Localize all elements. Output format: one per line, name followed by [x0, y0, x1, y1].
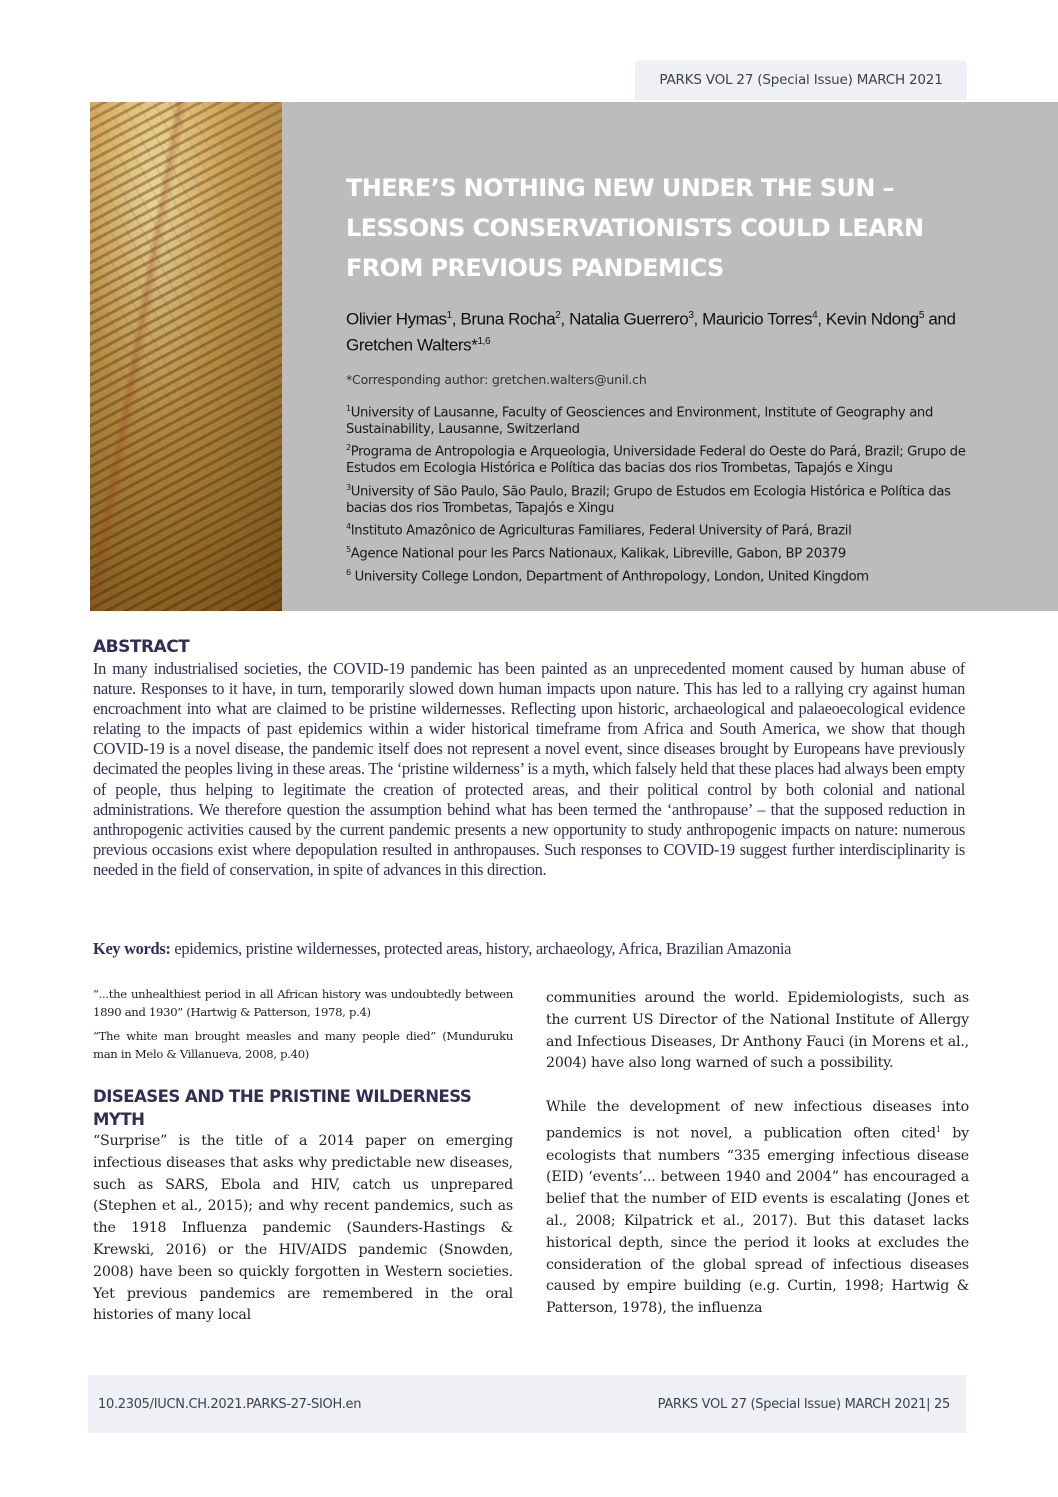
paragraph-text: While the development of new infectious diseases into pandemics is not novel, a publication often cited — [546, 1099, 969, 1142]
keywords — [93, 939, 965, 959]
author-name: Mauricio Torres — [702, 309, 813, 329]
author-name: Bruna Rocha — [460, 309, 556, 329]
footnote-ref[interactable]: 1 — [935, 1124, 941, 1134]
section-heading: DISEASES AND THE PRISTINE WILDERNESS MYTH — [93, 1087, 472, 1129]
epigraph: “...the unhealthiest period in all African history was undoubtedly between 1890 and 1930” (Hartwig & Patterson, 1978, p.4) — [93, 987, 513, 1019]
author-separator: , — [693, 309, 703, 329]
body-paragraph: communities around the world. Epidemiologists, such as the current US Director of the National Institute of Allergy and Infectious Diseases, Dr Anthony Fauci (in Morens et al., 2004) have also long warned of such a possibility. — [546, 990, 969, 1072]
author-sup: 2 — [555, 310, 561, 321]
author-sup: 3 — [688, 310, 694, 321]
cover-image — [90, 102, 282, 611]
corresponding-author: *Corresponding author: gretchen.walters@unil.ch — [346, 372, 647, 387]
affiliation-number: 3 — [346, 482, 351, 492]
affiliation-number: 4 — [346, 522, 351, 532]
journal-page-number: PARKS VOL 27 (Special Issue) MARCH 2021| 25 — [657, 1396, 950, 1412]
keywords-label: Key words: — [93, 939, 171, 958]
article-title — [346, 168, 966, 288]
author-name: Natalia Guerrero — [569, 309, 689, 329]
epigraph: “The white man brought measles and many people died” (Munduruku man in Melo & Villanueva, 2008, p.40) — [93, 1029, 513, 1061]
affiliation-text: University of São Paulo, São Paulo, Brazil; Grupo de Estudos em Ecologia Histórica e Política das bacias dos rios Trombetas, Tapajós e Xingu — [346, 484, 951, 516]
author-sup: 5 — [918, 310, 925, 321]
affiliation-item — [346, 519, 966, 540]
affiliation-number: 1 — [346, 404, 351, 413]
affiliation-list — [346, 401, 966, 588]
body-paragraph — [546, 1097, 969, 1320]
affiliation-number: 6 — [346, 567, 351, 577]
title-line: THERE’S NOTHING NEW UNDER THE SUN – — [346, 174, 894, 202]
affiliation-item — [346, 401, 966, 438]
doi-link[interactable]: 10.2305/IUCN.CH.2021.PARKS-27-SIOH.en — [98, 1396, 362, 1412]
affiliation-text: Agence National pour les Parcs Nationaux, Kalikak, Libreville, Gabon, BP 20379 — [350, 546, 846, 562]
abstract-heading: ABSTRACT — [93, 637, 190, 657]
affiliation-item — [346, 565, 966, 586]
affiliation-text: University of Lausanne, Faculty of Geosciences and Environment, Institute of Geography and Sustainability, Lausanne, Switzerland — [346, 405, 933, 437]
keywords-list: epidemics, pristine wildernesses, protected areas, history, archaeology, Africa, Brazilian Amazonia — [170, 939, 792, 958]
body-paragraph: “Surprise” is the title of a 2014 paper on emerging infectious diseases that asks why predictable new diseases, such as SARS, Ebola and HIV, catch us unprepared (Stephen et al., 2015); and why recent pandemics, such as the 1918 Influenza pandemic (Saunders-Hastings & Krewski, 2016) or the HIV/AIDS pandemic (Snowden, 2008) have been so quickly forgotten in Western societies. Yet previous pandemics are remembered in the oral histories of many local — [93, 1133, 513, 1324]
affiliation-item — [346, 440, 966, 477]
affiliation-text: University College London, Department of Anthropology, London, United Kingdom — [350, 569, 869, 585]
author-separator: , — [560, 309, 570, 329]
page-footer — [88, 1375, 966, 1433]
affiliation-text: Instituto Amazônico de Agriculturas Familiares, Federal University of Pará, Brazil — [350, 523, 852, 539]
author-name: Gretchen Walters* — [346, 335, 478, 355]
abstract-body: In many industrialised societies, the COVID-19 pandemic has been painted as an unprecedented moment caused by human abuse of nature. Responses to it have, in turn, temporarily slowed down human impacts upon nature. This has led to a rallying cry against human encroachment into what are claimed to be pristine wildernesses. Reflecting upon historic, archaeological and palaeoecological evidence relating to the impacts of past epidemics within a wider historical timeframe from Africa and South America, we show that though COVID-19 is a novel disease, the pandemic itself does not represent a novel event, since diseases brought by Europeans have previously decimated the peoples living in these areas. The ‘pristine wilderness’ is a myth, which falsely held that these places had always been empty of people, thus helping to legitimate the creation of protected areas, and their political control by both colonial and national administrations. We therefore question the assumption behind what has been termed the ‘anthropause’ – that the supposed reduction in anthropogenic activities caused by the current pandemic presents a new opportunity to study anthropogenic impacts on nature: numerous previous occasions exist where depopulation resulted in anthropauses. Such responses to COVID-19 suggest further interdisciplinarity is needed in the field of conservation, in spite of advances in this direction. — [93, 659, 965, 879]
author-separator: and — [924, 309, 956, 329]
title-line: LESSONS CONSERVATIONISTS COULD LEARN — [346, 214, 924, 242]
author-name: Olivier Hymas — [346, 309, 447, 329]
left-column — [93, 985, 513, 1327]
journal-header-badge — [635, 60, 967, 100]
author-sup: 1,6 — [477, 335, 491, 347]
affiliation-text: Programa de Antropologia e Arqueologia, Universidade Federal do Oeste do Pará, Brazil; Grupo de Estudos em Ecologia Histórica e Política das bacias dos rios Trombetas, Tapajós e Xingu — [346, 444, 966, 477]
author-separator: , — [817, 309, 826, 329]
paragraph-text: by ecologists that numbers “335 emerging infectious disease (EID) ‘events’... between 1940 and 2004” has encouraged a belief that the number of EID events is escalating (Jones et al., 2008; Kilpatrick et al., 2017). But this dataset lacks historical depth, since the period it looks at excludes the consideration of the global spread of infectious diseases caused by empire building (e.g. Curtin, 1998; Hartwig & Patterson, 1978), the influenza — [546, 1125, 969, 1317]
author-sup: 1 — [446, 310, 452, 321]
author-separator: , — [451, 309, 461, 329]
affiliation-number: 2 — [346, 443, 351, 453]
title-line: FROM PREVIOUS PANDEMICS — [346, 254, 724, 282]
right-column — [546, 988, 969, 1320]
affiliation-item — [346, 542, 966, 563]
journal-label: PARKS VOL 27 (Special Issue) MARCH 2021 — [659, 72, 943, 88]
affiliation-item — [346, 480, 966, 517]
affiliation-number: 5 — [346, 545, 351, 555]
author-list — [346, 305, 966, 356]
author-sup: 4 — [812, 310, 818, 321]
author-name: Kevin Ndong — [825, 309, 919, 329]
